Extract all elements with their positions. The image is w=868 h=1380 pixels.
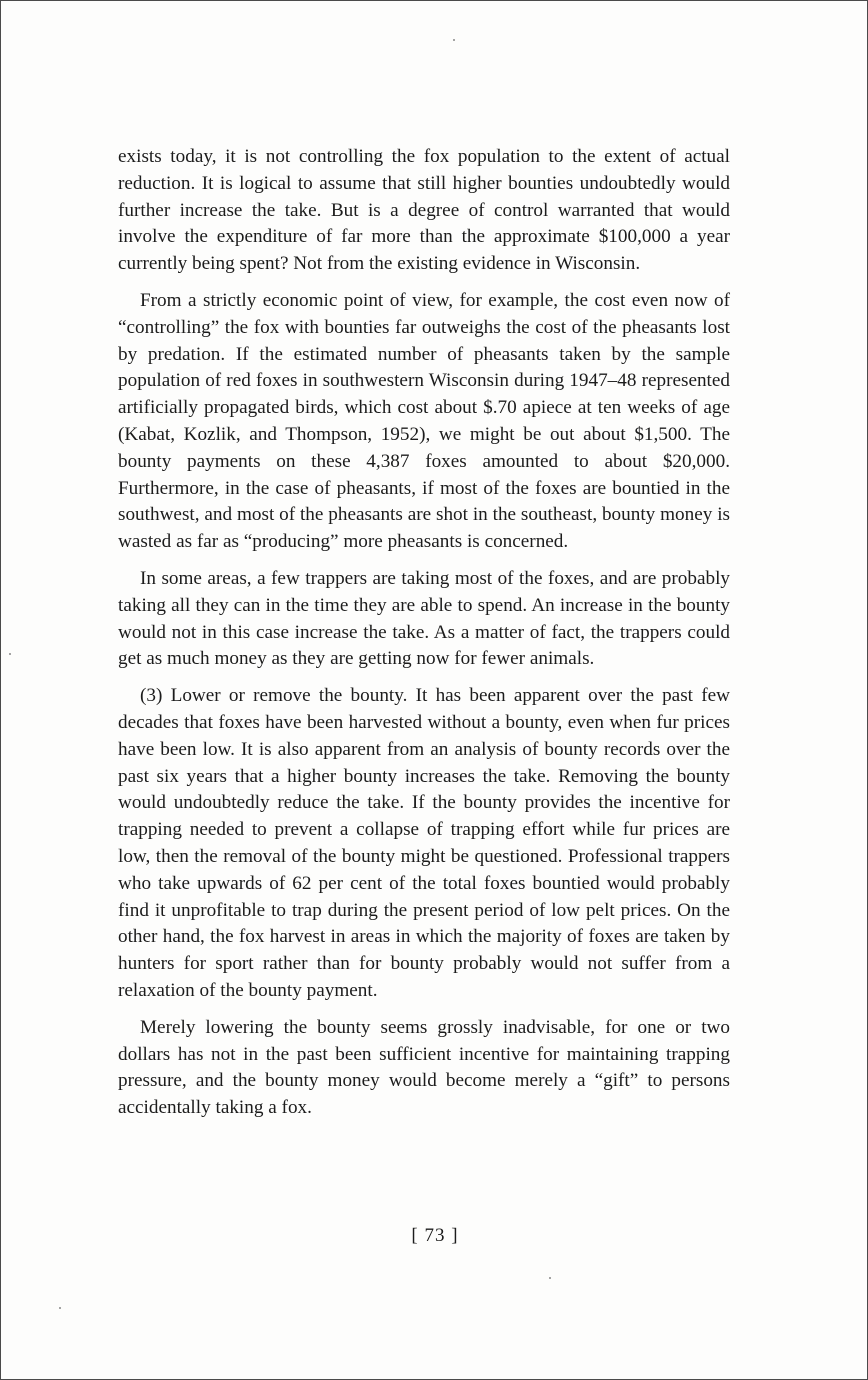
paragraph-lower-or-remove: (3) Lower or remove the bounty. It has been apparent over the past few decades that foxes have been harvested without a bounty, even when fur prices have been low. It is also apparent from an analysis of bounty records over the past six years that a higher bounty increases the take. Removing the bounty would undoubtedly reduce the take. If the bounty provides the incentive for trapping needed to prevent a collapse of trapping effort while fur prices are low, then the removal of the bounty might be questioned. Professional trappers who take upwards of 62 per cent of the total foxes bountied would probably find it unprofitable to trap during the present period of low pelt prices. On the other hand, the fox harvest in areas in which the majority of foxes are taken by hunters for sport rather than for bounty probably would not suffer from a relaxation of the bounty payment. bbox=[118, 685, 730, 1001]
paragraph-trappers: In some areas, a few trappers are taking most of the foxes, and are probably taking all they can in the time they are able to spend. An increase in the bounty would not in this case increase the take. As a matter of fact, the trappers could get as much money as they are getting now for fewer animals. bbox=[118, 567, 730, 670]
body-text bbox=[118, 144, 730, 1132]
page-number: [ 73 ] bbox=[411, 1225, 459, 1246]
paragraph-economic-view: From a strictly economic point of view, for example, the cost even now of “controlling” the fox with bounties far outweighs the cost of the pheasants lost by predation. If the estimated number of pheasants taken by the sample population of red foxes in southwestern Wisconsin during 1947–48 represented artificially propagated birds, which cost about $.70 apiece at ten weeks of age (Kabat, Kozlik, and Thompson, 1952), we might be out about $1,500. The bounty payments on these 4,387 foxes amounted to about $20,000. Furthermore, in the case of pheasants, if most of the foxes are bountied in the southwest, and most of the pheasants are shot in the southeast, bounty money is wasted as far as “producing” more pheasants is concerned. bbox=[118, 289, 730, 553]
paragraph-lowering-bounty: Merely lowering the bounty seems grossly inadvisable, for one or two dollars has not in the past been sufficient incentive for maintaining trapping pressure, and the bounty money would become merely a “gift” to persons accidentally taking a fox. bbox=[118, 1016, 730, 1119]
scan-speck bbox=[453, 39, 455, 41]
paragraph-continuation: exists today, it is not controlling the fox population to the extent of actual reduction. It is logical to assume that still higher bounties undoubtedly would further increase the take. But is a degree of control warranted that would involve the expenditure of far more than the approximate $100,000 a year currently being spent? Not from the existing evidence in Wisconsin. bbox=[118, 146, 730, 275]
scan-speck bbox=[549, 1277, 551, 1279]
scan-speck bbox=[59, 1307, 61, 1309]
scan-speck bbox=[9, 653, 11, 655]
